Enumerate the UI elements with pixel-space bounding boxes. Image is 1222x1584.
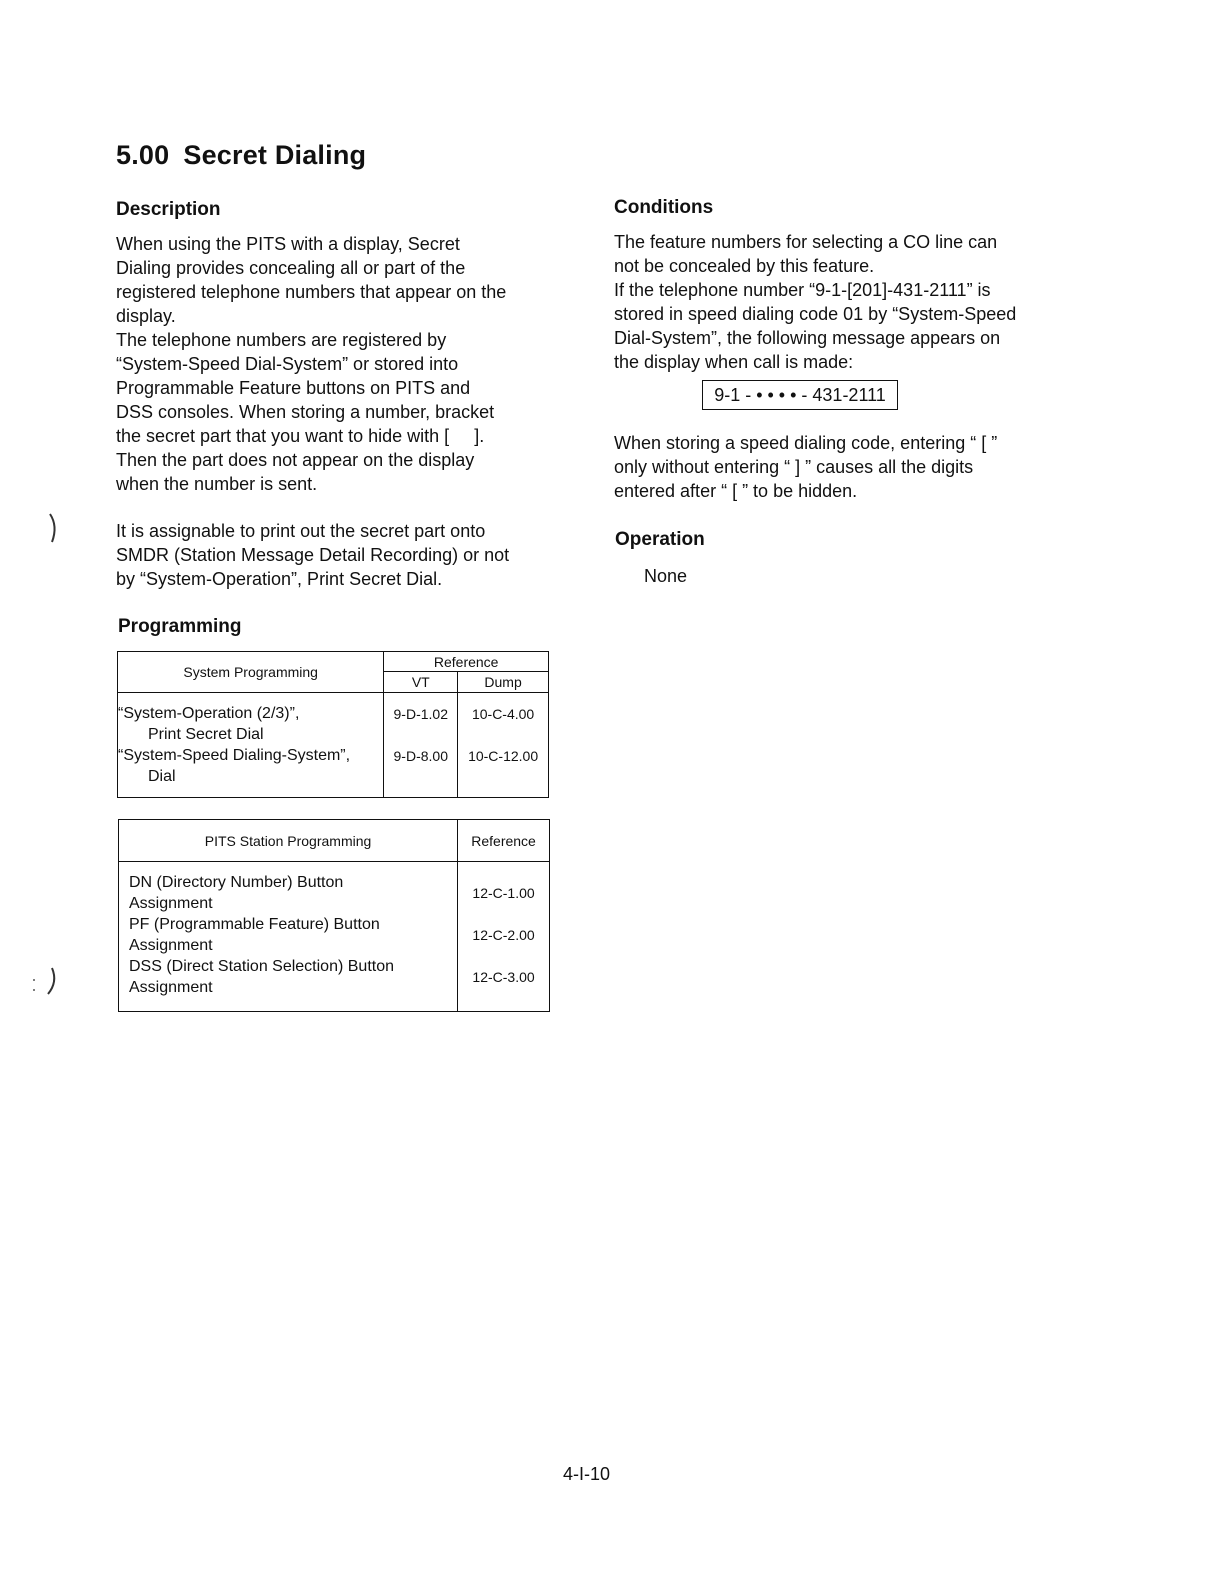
dump-value: 10-C-12.00: [468, 748, 539, 764]
station-row-line2: Assignment: [129, 979, 213, 996]
system-programming-table: [117, 651, 549, 798]
dump-value: 10-C-4.00: [471, 706, 535, 722]
station-programming-table: [118, 819, 550, 1012]
conditions-line: only without entering “ ] ” causes all the digits: [614, 457, 974, 477]
description-line: the secret part that you want to hide with [ ].: [116, 426, 485, 446]
dump-header: Dump: [458, 672, 549, 693]
station-row-line2: Assignment: [129, 937, 213, 954]
conditions-heading: Conditions: [614, 197, 714, 218]
section-title: Secret Dialing: [183, 140, 367, 170]
description-body: [116, 232, 566, 496]
description-line: registered telephone numbers that appear on the: [116, 282, 507, 302]
conditions-line: The feature numbers for selecting a CO line can: [614, 232, 998, 252]
system-row-line2: Print Secret Dial: [148, 726, 264, 743]
conditions-line: Dial-System”, the following message appears on: [614, 328, 1001, 348]
section-number: 5.00: [116, 140, 170, 170]
description-line: “System-Speed Dial-System” or stored into: [116, 354, 459, 374]
station-row-line1: PF (Programmable Feature) Button: [129, 916, 380, 933]
description-line: display.: [116, 306, 176, 326]
operation-heading: Operation: [615, 529, 705, 550]
description-body-2: [116, 519, 566, 591]
reference-header: Reference: [384, 652, 549, 672]
description-line: It is assignable to print out the secret part onto: [116, 521, 486, 541]
dump-column: [458, 693, 549, 798]
system-programming-header: System Programming: [118, 652, 384, 693]
page-number: 4-I-10: [563, 1464, 611, 1484]
station-row-line1: DN (Directory Number) Button: [129, 874, 344, 891]
station-ref-value: 12-C-3.00: [472, 969, 535, 985]
vt-value: 9-D-1.02: [393, 706, 448, 722]
vt-header: VT: [384, 672, 458, 693]
conditions-line: entered after “ [ ” to be hidden.: [614, 481, 858, 501]
description-line: Then the part does not appear on the display: [116, 450, 475, 470]
scan-mark-1: [30, 508, 60, 548]
vt-value: 9-D-8.00: [393, 748, 448, 764]
conditions-line: If the telephone number “9-1-[201]-431-2111” is: [614, 280, 991, 300]
conditions-line: When storing a speed dialing code, entering “ [ ”: [614, 433, 998, 453]
description-line: when the number is sent.: [116, 474, 318, 494]
system-programming-items: [118, 693, 384, 798]
system-row-line1: “System-Speed Dialing-System”,: [118, 747, 351, 764]
page-title: [116, 140, 366, 171]
description-line: DSS consoles. When storing a number, bracket: [116, 402, 495, 422]
description-line: Programmable Feature buttons on PITS and: [116, 378, 471, 398]
station-programming-items: [119, 862, 458, 1012]
description-line: by “System-Operation”, Print Secret Dial.: [116, 569, 443, 589]
station-row-line2: Assignment: [129, 895, 213, 912]
display-example: 9-1 - • • • • - 431-2111: [702, 380, 898, 410]
description-heading: Description: [116, 199, 221, 220]
conditions-line: stored in speed dialing code 01 by “System-Speed: [614, 304, 1017, 324]
system-row-line1: “System-Operation (2/3)”,: [118, 705, 300, 722]
conditions-line: not be concealed by this feature.: [614, 256, 875, 276]
conditions-line: the display when call is made:: [614, 352, 854, 372]
station-reference-column: [458, 862, 550, 1012]
station-reference-header: Reference: [458, 820, 550, 862]
scan-mark-2: [28, 962, 68, 1002]
programming-heading: Programming: [118, 616, 242, 637]
description-line: The telephone numbers are registered by: [116, 330, 447, 350]
conditions-body-2: [614, 431, 1074, 503]
station-programming-header: PITS Station Programming: [119, 820, 458, 862]
conditions-body: [614, 230, 1074, 374]
operation-text: None: [644, 566, 688, 586]
system-row-line2: Dial: [148, 768, 176, 785]
station-ref-value: 12-C-1.00: [472, 885, 535, 901]
description-line: SMDR (Station Message Detail Recording) or not: [116, 545, 510, 565]
station-row-line1: DSS (Direct Station Selection) Button: [129, 958, 395, 975]
station-ref-value: 12-C-2.00: [472, 927, 535, 943]
description-line: Dialing provides concealing all or part of the: [116, 258, 466, 278]
vt-column: [384, 693, 458, 798]
description-line: When using the PITS with a display, Secret: [116, 234, 460, 254]
